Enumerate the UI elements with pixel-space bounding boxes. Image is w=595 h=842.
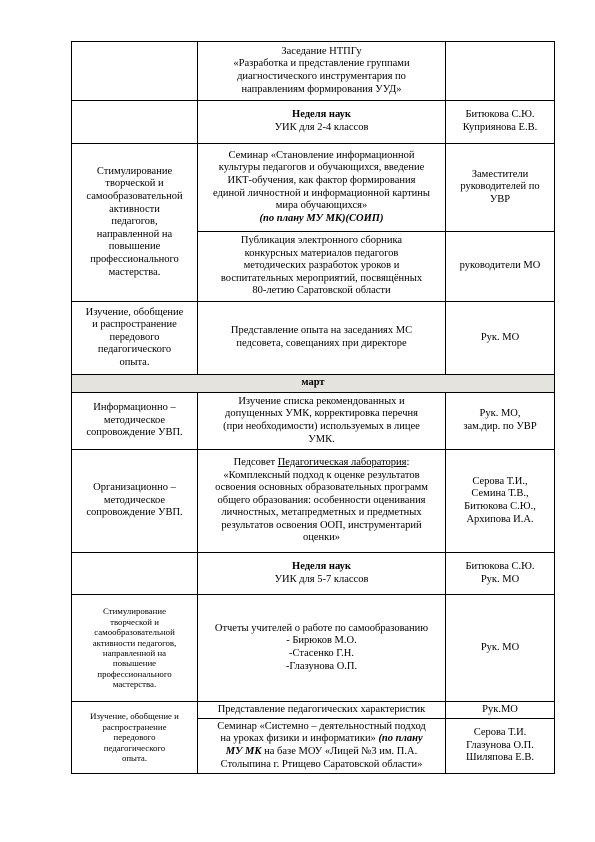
direction-cell <box>72 144 198 302</box>
responsible-cell <box>446 232 555 302</box>
direction-cell <box>72 450 198 553</box>
responsible-text: Серова Т.И. Глазунова О.П. Шиляпова Е.В. <box>466 727 534 764</box>
responsible-cell <box>446 101 555 144</box>
activity-tail: на базе МОУ «Лицей №3 им. П.А. Столыпина г. Ртищево Саратовской области» <box>220 746 423 770</box>
activity-link: Педагогическая лаборатория <box>277 456 407 468</box>
activity-cell <box>198 42 446 101</box>
activity-text: Представление опыта на заседаниях МС педсовета, совещаниях при директоре <box>230 325 413 349</box>
table-row <box>72 702 555 719</box>
activity-text: Публикация электронного сборника конкурсных материалов педагогов методических разработок уроков и воспитательных мероприятий, посвящённых 80-летию Саратовской области <box>220 235 423 297</box>
table-row <box>72 553 555 595</box>
activity-text: УИК для 5-7 классов <box>274 573 369 585</box>
direction-text: Информационно – методическое сопровождение УВП. <box>86 402 183 439</box>
month-label: март <box>72 375 555 393</box>
activity-cell <box>198 595 446 702</box>
direction-text: Изучение, обобщение и распространение передового педагогического опыта. <box>85 306 184 368</box>
activity-note: (по плану МУ МК)(СОИП) <box>259 212 384 224</box>
activity-cell <box>198 719 446 774</box>
table-row <box>72 595 555 702</box>
direction-cell <box>72 553 198 595</box>
activity-cell <box>198 302 446 375</box>
responsible-text: Заместители руководителей по УВР <box>460 168 540 205</box>
activity-text: Изучение списка рекомендованных и допущенных УМК, корректировка перечня (при необходимости) используемых в лицее УМК. <box>223 395 420 445</box>
direction-text: Стимулирование творческой и самообразовательной активности педагогов, направленной на повышение профессионального мастерства. <box>92 606 177 690</box>
month-row <box>72 375 555 393</box>
activity-text: Семинар «Становление информационной культуры педагогов и обучающихся, введение ИКТ-обучения, как фактор формирования единой личностной и информационной картины мира обучающихся» <box>213 149 430 212</box>
responsible-text: Рук. МО <box>480 641 520 653</box>
responsible-cell <box>446 719 555 774</box>
table-row <box>72 101 555 144</box>
direction-cell <box>72 302 198 375</box>
activity-cell <box>198 393 446 450</box>
direction-cell <box>72 595 198 702</box>
activity-cell: Педсовет Педагогическая лаборатория: «Комплексный подход к оценке результатов освоения основных образовательных программ общего образования: особенности оценивания личностных, метапредметных и предметных результатов освоения ООП, инструментарий оценки» <box>198 450 446 553</box>
table-row <box>72 42 555 101</box>
responsible-cell <box>446 393 555 450</box>
activity-cell <box>198 232 446 302</box>
activity-text: УИК для 2-4 классов <box>274 122 369 133</box>
responsible-text: Рук. МО <box>480 331 520 343</box>
activity-cell <box>198 144 446 232</box>
direction-text: Организационно – методическое сопровождение УВП. <box>86 482 183 519</box>
activity-text: «Комплексный подход к оценке результатов освоения основных образовательных программ общего образования: особенности оценивания личностных, метапредметных и предметных результатов освоения ООП, инструментарий оценки» <box>215 469 428 544</box>
activity-cell <box>198 553 446 595</box>
table-row <box>72 144 555 232</box>
activity-text: Семинар «Системно – деятельностный подход на уроках физики и информатики» <box>217 720 426 745</box>
responsible-cell <box>446 595 555 702</box>
responsible-text: Рук. МО, зам.дир. по УВР <box>463 408 537 432</box>
direction-cell <box>72 42 198 101</box>
responsible-cell <box>446 42 555 101</box>
direction-text: Стимулирование творческой и самообразовательной активности педагогов, направленной на повышение профессионального мастерства. <box>86 165 183 278</box>
plan-table <box>71 41 555 774</box>
responsible-cell <box>446 302 555 375</box>
responsible-text: Серова Т.И., Семина Т.В., Битюкова С.Ю., Архипова И.А. <box>464 475 536 525</box>
activity-heading: Неделя наук <box>292 560 351 572</box>
activity-text: Представление педагогических характеристик <box>217 703 426 715</box>
responsible-text: Битюкова С.Ю. Рук. МО <box>465 560 535 585</box>
activity-text: Отчеты учителей о работе по самообразованию - Бирюков М.О. -Стасенко Г.Н. -Глазунова О.П. <box>214 622 429 672</box>
responsible-cell <box>446 553 555 595</box>
activity-note: (по плану МУ МК <box>225 733 423 757</box>
responsible-text: руководители МО <box>459 260 541 272</box>
direction-cell <box>72 393 198 450</box>
activity-text: Заседание НТПГу «Разработка и представление группами диагностического инструментария по направлениям формирования УУД» <box>233 45 410 95</box>
table-row <box>72 450 555 553</box>
responsible-cell <box>446 450 555 553</box>
direction-cell <box>72 101 198 144</box>
activity-cell <box>198 101 446 144</box>
table-row <box>72 302 555 375</box>
activity-heading: Неделя наук <box>292 109 351 121</box>
responsible-cell <box>446 144 555 232</box>
table-row <box>72 393 555 450</box>
responsible-text: Битюкова С.Ю. Куприянова Е.В. <box>462 109 538 133</box>
activity-cell <box>198 702 446 719</box>
direction-cell <box>72 702 198 774</box>
responsible-text: Рук.МО <box>482 703 518 715</box>
responsible-cell <box>446 702 555 719</box>
activity-lead: Педсовет <box>233 456 276 468</box>
direction-text: Изучение, обобщение и распространение передового педагогического опыта. <box>90 711 179 764</box>
